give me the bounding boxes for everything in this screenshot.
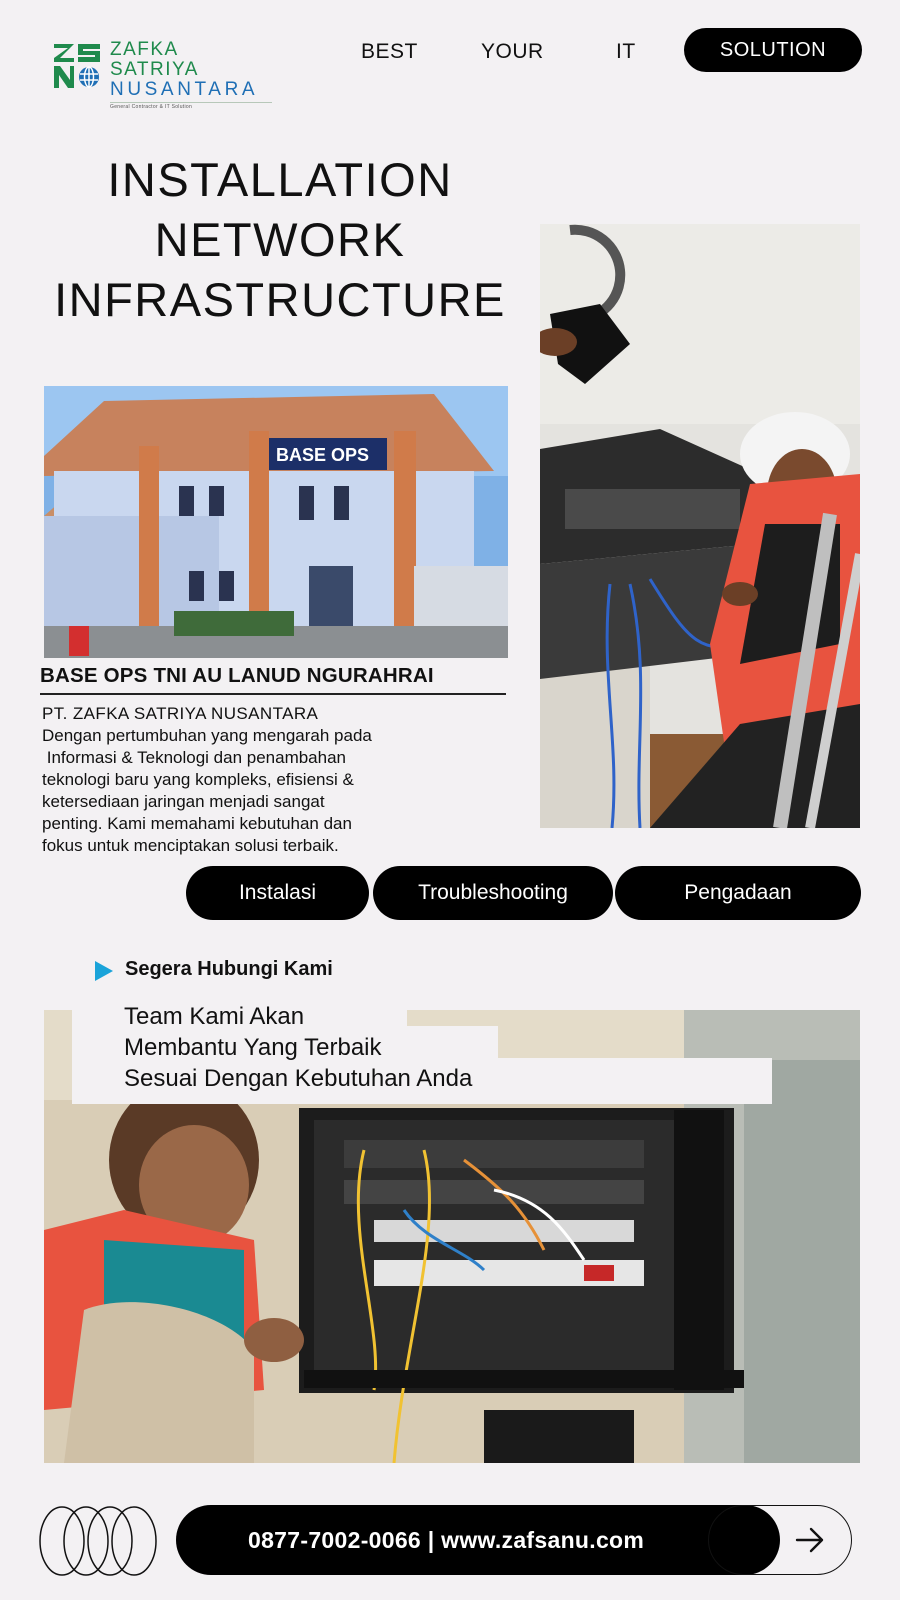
base-ops-building-photo xyxy=(44,386,508,658)
building-sign-text: BASE OPS xyxy=(276,445,370,465)
arrow-right-icon[interactable] xyxy=(794,1525,826,1555)
title-line-3: INFRASTRUCTURE xyxy=(54,273,506,326)
logo-tagline: General Contractor & IT Solution xyxy=(110,102,272,110)
page-title xyxy=(40,150,520,330)
service-instalasi-button[interactable]: Instalasi xyxy=(186,866,369,920)
company-logo[interactable] xyxy=(52,39,272,110)
description-line: Informasi & Teknologi dan penambahan xyxy=(42,748,346,767)
nav-word-your: YOUR xyxy=(481,40,544,63)
logo-line1: ZAFKA SATRIYA xyxy=(110,39,199,80)
title-line-2: NETWORK xyxy=(154,213,406,266)
tagline-line-2: Membantu Yang Terbaik xyxy=(124,1034,382,1061)
play-icon xyxy=(95,961,113,981)
service-pengadaan-button[interactable]: Pengadaan xyxy=(615,866,861,920)
service-troubleshooting-button[interactable]: Troubleshooting xyxy=(373,866,613,920)
technician-ceiling-photo xyxy=(540,224,860,828)
solution-button[interactable]: SOLUTION xyxy=(684,28,862,72)
tagline-line-3: Sesuai Dengan Kebutuhan Anda xyxy=(124,1065,473,1092)
caption-divider xyxy=(40,693,506,695)
contact-info-bar[interactable]: 0877-7002-0066 | www.zafsanu.com xyxy=(176,1505,780,1575)
next-button[interactable] xyxy=(708,1505,852,1575)
description-line: fokus untuk menciptakan solusi terbaik. xyxy=(42,836,339,855)
contact-label: Segera Hubungi Kami xyxy=(125,958,333,980)
nav-word-best: BEST xyxy=(361,40,418,63)
logo-line2: NUSANTARA xyxy=(110,79,259,100)
description-line: ketersediaan jaringan menjadi sangat xyxy=(42,792,325,811)
description-line: Dengan pertumbuhan yang mengarah pada xyxy=(42,726,372,745)
title-line-1: INSTALLATION xyxy=(107,153,453,206)
project-description xyxy=(42,725,512,857)
zsn-logo-icon xyxy=(52,40,104,90)
company-name: PT. ZAFKA SATRIYA NUSANTARA xyxy=(42,704,319,723)
description-line: penting. Kami memahami kebutuhan dan xyxy=(42,814,352,833)
rings-decoration-icon xyxy=(38,1505,158,1577)
project-caption: BASE OPS TNI AU LANUD NGURAHRAI xyxy=(40,664,434,687)
description-line: teknologi baru yang kompleks, efisiensi & xyxy=(42,770,354,789)
tagline-line-1: Team Kami Akan xyxy=(124,1003,305,1030)
nav-word-it: IT xyxy=(616,40,636,63)
